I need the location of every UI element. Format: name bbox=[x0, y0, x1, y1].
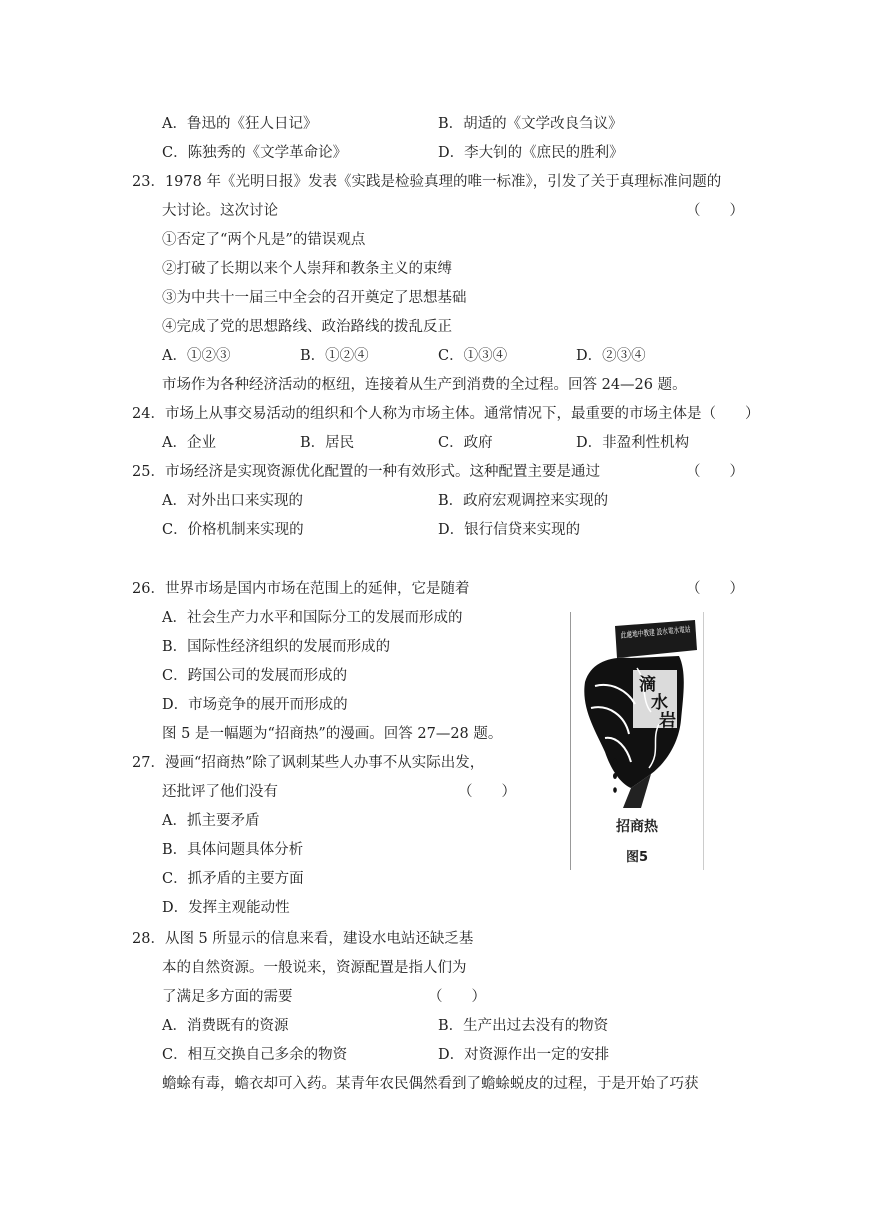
q22-option-a: A．鲁迅的《狂人日记》 bbox=[162, 116, 318, 132]
q25-stem: 25．市场经济是实现资源优化配置的一种有效形式。这种配置主要是通过 bbox=[132, 464, 600, 480]
q26-answer-blank: （ ） bbox=[686, 581, 744, 597]
q25-option-c: C．价格机制来实现的 bbox=[162, 522, 304, 538]
q22-option-d: D．李大钊的《庶民的胜利》 bbox=[438, 145, 624, 161]
q23-option-c: C．①③④ bbox=[438, 348, 508, 364]
closing-line: 蟾蜍有毒，蟾衣却可入药。某青年农民偶然看到了蟾蜍蜕皮的过程，于是开始了巧获 bbox=[162, 1076, 699, 1092]
q26-option-b: B．国际性经济组织的发展而形成的 bbox=[162, 639, 391, 655]
q22-option-b: B．胡适的《文学改良刍议》 bbox=[438, 116, 623, 132]
water-drops bbox=[613, 759, 617, 793]
q26-option-c: C．跨国公司的发展而形成的 bbox=[162, 668, 348, 684]
q24-option-b: B．居民 bbox=[300, 435, 355, 451]
q27-answer-blank: （ ） bbox=[458, 784, 516, 800]
q23-item-2: ②打破了长期以来个人崇拜和教条主义的束缚 bbox=[162, 261, 452, 277]
rock-char-1: 滴 bbox=[639, 675, 656, 695]
q24-option-c: C．政府 bbox=[438, 435, 493, 451]
banner-sign bbox=[615, 620, 720, 658]
q24-option-d: D．非盈利性机构 bbox=[576, 435, 690, 451]
q23-option-a: A．①②③ bbox=[162, 348, 231, 364]
q24-stem: 24．市场上从事交易活动的组织和个人称为市场主体。通常情况下，最重要的市场主体是（ ） bbox=[132, 406, 760, 422]
figure-5-cartoon bbox=[570, 612, 720, 870]
cartoon-illustration bbox=[571, 612, 720, 812]
intro-24-26: 市场作为各种经济活动的枢纽，连接着从生产到消费的全过程。回答 24—26 题。 bbox=[162, 377, 687, 393]
q25-option-b: B．政府宏观调控来实现的 bbox=[438, 493, 609, 509]
q23-item-3: ③为中共十一届三中全会的召开奠定了思想基础 bbox=[162, 290, 467, 306]
q27-option-d: D．发挥主观能动性 bbox=[162, 900, 290, 916]
q27-stem-line1: 27．漫画“招商热”除了讽刺某些人办事不从实际出发， bbox=[132, 755, 485, 771]
q28-option-d: D．对资源作出一定的安排 bbox=[438, 1047, 610, 1063]
banner-text: 此處地中教建 設水電水電站 bbox=[620, 622, 720, 640]
q23-option-b: B．①②④ bbox=[300, 348, 369, 364]
rock-char-3: 岩 bbox=[659, 711, 676, 731]
q24-option-a: A．企业 bbox=[162, 435, 216, 451]
q27-option-b: B．具体问题具体分析 bbox=[162, 842, 304, 858]
q23-item-1: ①否定了“两个凡是”的错误观点 bbox=[162, 232, 366, 248]
q25-answer-blank: （ ） bbox=[686, 464, 744, 480]
q28-option-c: C．相互交换自己多余的物资 bbox=[162, 1047, 348, 1063]
q26-stem: 26．世界市场是国内市场在范围上的延伸，它是随着 bbox=[132, 581, 470, 597]
intro-27-28: 图 5 是一幅题为“招商热”的漫画。回答 27—28 题。 bbox=[162, 726, 503, 742]
q28-answer-blank: （ ） bbox=[428, 989, 486, 1005]
q28-option-a: A．消费既有的资源 bbox=[162, 1018, 289, 1034]
q27-option-c: C．抓矛盾的主要方面 bbox=[162, 871, 304, 887]
q27-option-a: A．抓主要矛盾 bbox=[162, 813, 260, 829]
rock-char-2: 水 bbox=[651, 693, 668, 713]
q23-item-4: ④完成了党的思想路线、政治路线的拨乱反正 bbox=[162, 319, 452, 335]
q25-option-d: D．银行信贷来实现的 bbox=[438, 522, 581, 538]
q23-option-d: D．②③④ bbox=[576, 348, 646, 364]
figure-label: 图5 bbox=[625, 850, 649, 865]
q25-option-a: A．对外出口来实现的 bbox=[162, 493, 303, 509]
q23-stem-line2: 大讨论。这次讨论 bbox=[162, 203, 278, 219]
figure-caption: 招商热 bbox=[616, 819, 658, 835]
q23-answer-blank: （ ） bbox=[686, 203, 744, 219]
rock-label-plate bbox=[633, 670, 677, 731]
q22-option-c: C．陈独秀的《文学革命论》 bbox=[162, 145, 348, 161]
q28-option-b: B．生产出过去没有的物资 bbox=[438, 1018, 609, 1034]
q28-stem-line2: 本的自然资源。一般说来，资源配置是指人们为 bbox=[162, 960, 467, 976]
q26-option-a: A．社会生产力水平和国际分工的发展而形成的 bbox=[162, 610, 463, 626]
q28-stem-line1: 28．从图 5 所显示的信息来看，建设水电站还缺乏基 bbox=[132, 931, 474, 947]
q28-stem-line3: 了满足多方面的需要 bbox=[162, 989, 293, 1005]
q27-stem-line2: 还批评了他们没有 bbox=[162, 784, 278, 800]
q26-option-d: D．市场竞争的展开而形成的 bbox=[162, 697, 348, 713]
q23-stem-line1: 23．1978 年《光明日报》发表《实践是检验真理的唯一标准》，引发了关于真理标准问题的 bbox=[132, 174, 722, 190]
